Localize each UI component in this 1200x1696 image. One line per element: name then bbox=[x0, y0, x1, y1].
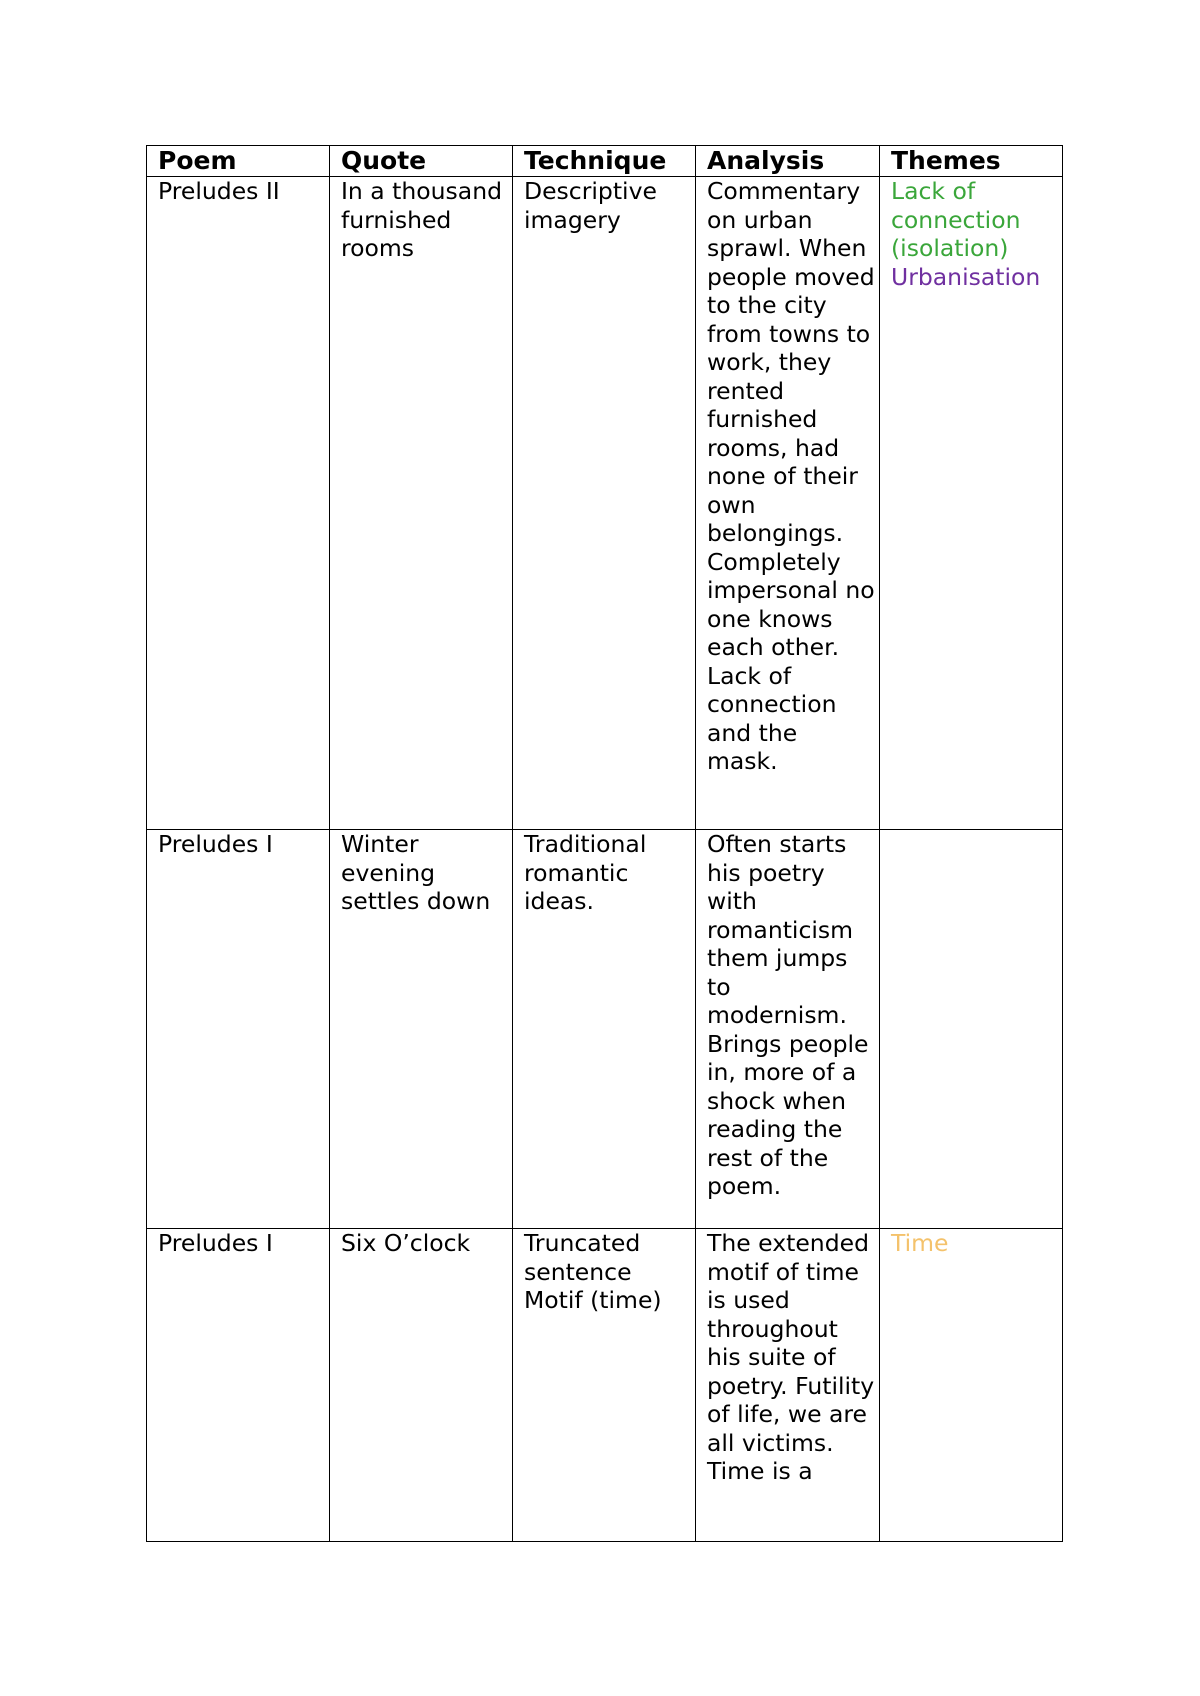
table-row bbox=[147, 830, 1063, 1229]
header-themes: Themes bbox=[880, 146, 1063, 177]
theme-tag: Time bbox=[891, 1229, 949, 1257]
themes-cell bbox=[880, 177, 1063, 830]
poetry-analysis-table bbox=[146, 145, 1063, 1542]
poem-cell: Preludes I bbox=[147, 830, 330, 1229]
themes-cell bbox=[880, 1229, 1063, 1542]
theme-tag: Urbanisation bbox=[891, 262, 1041, 291]
quote-cell: Six O’clock bbox=[330, 1229, 513, 1542]
technique-cell: Descriptive imagery bbox=[513, 177, 696, 830]
table-row bbox=[147, 1229, 1063, 1542]
technique-cell: Traditional romantic ideas. bbox=[513, 830, 696, 1229]
header-technique: Technique bbox=[513, 146, 696, 177]
quote-cell: Winter evening settles down bbox=[330, 830, 513, 1229]
technique-cell bbox=[513, 1229, 696, 1542]
poem-cell: Preludes I bbox=[147, 1229, 330, 1542]
header-quote: Quote bbox=[330, 146, 513, 177]
table-row bbox=[147, 177, 1063, 830]
technique-text: Truncated sentence Motif (time) bbox=[524, 1229, 662, 1314]
analysis-cell: Often starts his poetry with romanticism them jumps to modernism. Brings people in, more of a shock when reading the rest of the poem. bbox=[696, 830, 880, 1229]
analysis-cell: The extended motif of time is used throughout his suite of poetry. Futility of life, we are all victims. Time is a bbox=[696, 1229, 880, 1542]
theme-tag: Lack of connection (isolation) bbox=[891, 177, 1021, 262]
quote-cell: In a thousand furnished rooms bbox=[330, 177, 513, 830]
header-analysis: Analysis bbox=[696, 146, 880, 177]
table-header-row bbox=[147, 146, 1063, 177]
header-poem: Poem bbox=[147, 146, 330, 177]
themes-cell bbox=[880, 830, 1063, 1229]
poem-cell: Preludes II bbox=[147, 177, 330, 830]
analysis-cell: Commentary on urban sprawl. When people moved to the city from towns to work, they rented furnished rooms, had none of their own belongings. Completely impersonal no one knows each other. Lack of connection and the mask. bbox=[696, 177, 880, 830]
